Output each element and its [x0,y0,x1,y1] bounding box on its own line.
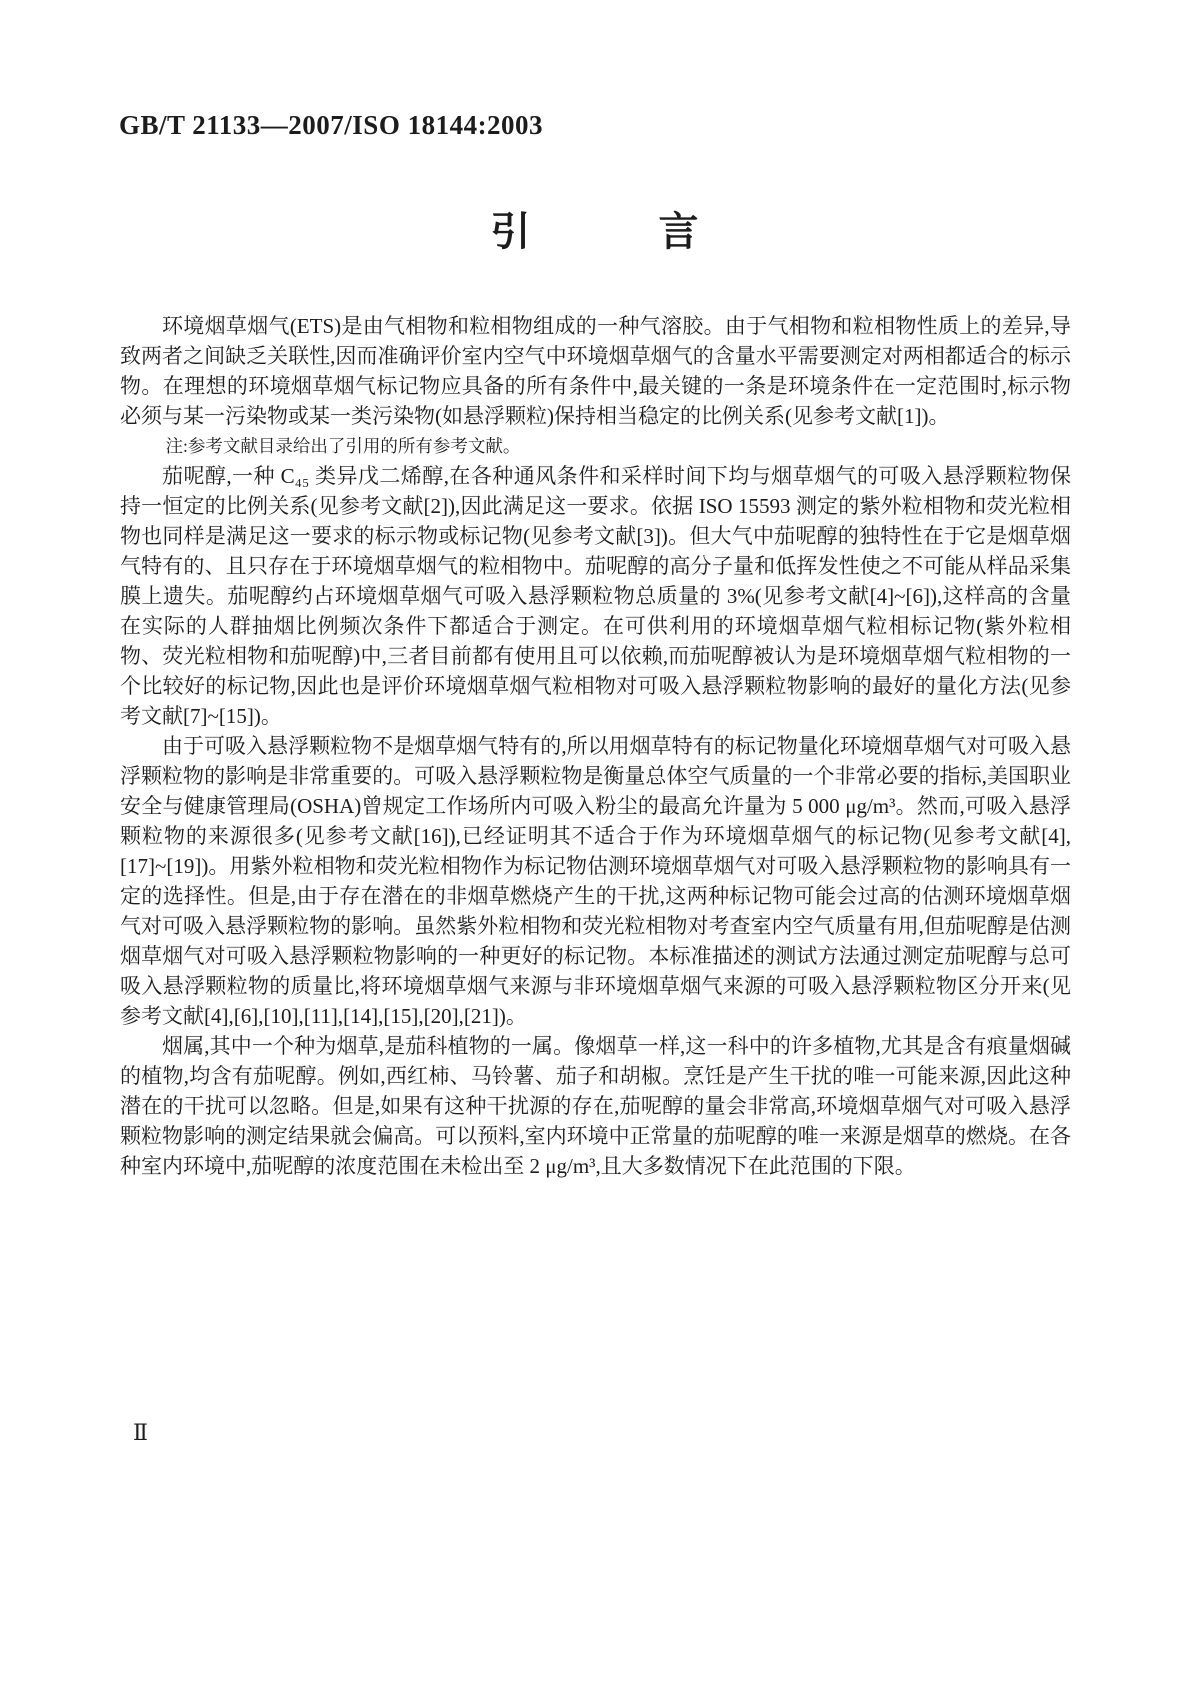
intro-paragraph-3: 由于可吸入悬浮颗粒物不是烟草烟气特有的,所以用烟草特有的标记物量化环境烟草烟气对可吸入悬浮颗粒物的影响是非常重要的。可吸入悬浮颗粒物是衡量总体空气质量的一个非常必要的指标,美国职业安全与健康管理局(OSHA)曾规定工作场所内可吸入粉尘的最高允许量为 5 000 μg/m³。然而,可吸入悬浮颗粒物的来源很多(见参考文献[16]),已经证明其不适合于作为环境烟草烟气的标记物(见参考文献[4],[17]~[19])。用紫外粒相物和荧光粒相物作为标记物估测环境烟草烟气对可吸入悬浮颗粒物的影响具有一定的选择性。但是,由于存在潜在的非烟草燃烧产生的干扰,这两种标记物可能会过高的估测环境烟草烟气对可吸入悬浮颗粒物的影响。虽然紫外粒相物和荧光粒相物对考查室内空气质量有用,但茄呢醇是估测烟草烟气对可吸入悬浮颗粒物影响的一种更好的标记物。本标准描述的测试方法通过测定茄呢醇与总可吸入悬浮颗粒物的质量比,将环境烟草烟气来源与非环境烟草烟气来源的可吸入悬浮颗粒物区分开来(见参考文献[4],[6],[10],[11],[14],[15],[20],[21])。 [120,734,1071,1028]
intro-paragraph-4: 烟属,其中一个种为烟草,是茄科植物的一属。像烟草一样,这一科中的许多植物,尤其是含有痕量烟碱的植物,均含有茄呢醇。例如,西红柿、马铃薯、茄子和胡椒。烹饪是产生干扰的唯一可能来源,因此这种潜在的干扰可以忽略。但是,如果有这种干扰源的存在,茄呢醇的量会非常高,环境烟草烟气对可吸入悬浮颗粒物影响的测定结果就会偏高。可以预料,室内环境中正常量的茄呢醇的唯一来源是烟草的燃烧。在各种室内环境中,茄呢醇的浓度范围在未检出至 2 μg/m³,且大多数情况下在此范围的下限。 [120,1034,1071,1178]
document-body [120,311,1071,1181]
intro-paragraph-1: 环境烟草烟气(ETS)是由气相物和粒相物组成的一种气溶胶。由于气相物和粒相物性质上的差异,导致两者之间缺乏关联性,因而准确评价室内空气中环境烟草烟气的含量水平需要测定对两相都适合的标示物。在理想的环境烟草烟气标记物应具备的所有条件中,最关键的一条是环境条件在一定范围时,标示物必须与某一污染物或某一类污染物(如悬浮颗粒)保持相当稳定的比例关系(见参考文献[1])。 [120,314,1071,428]
reference-note: 注:参考文献目录给出了引用的所有参考文献。 [165,436,521,456]
intro-paragraph-2: 茄呢醇,一种 C₄₅ 类异戊二烯醇,在各种通风条件和采样时间下均与烟草烟气的可吸入悬浮颗粒物保持一恒定的比例关系(见参考文献[2]),因此满足这一要求。依据 ISO 15593 测定的紫外粒相物和荧光粒相物也同样是满足这一要求的标示物或标记物(见参考文献[3])。但大气中茄呢醇的独特性在于它是烟草烟气特有的、且只存在于环境烟草烟气的粒相物中。茄呢醇的高分子量和低挥发性使之不可能从样品采集膜上遗失。茄呢醇约占环境烟草烟气可吸入悬浮颗粒物总质量的 3%(见参考文献[4]~[6]),这样高的含量在实际的人群抽烟比例频次条件下都适合于测定。在可供利用的环境烟草烟气粒相标记物(紫外粒相物、荧光粒相物和茄呢醇)中,三者目前都有使用且可以依赖,而茄呢醇被认为是环境烟草烟气粒相物的一个比较好的标记物,因此也是评价环境烟草烟气粒相物对可吸入悬浮颗粒物影响的最好的量化方法(见参考文献[7]~[15])。 [120,464,1071,728]
page-number: Ⅱ [133,1420,148,1445]
standard-number: GB/T 21133—2007/ISO 18144:2003 [119,110,544,140]
page-title: 引 言 [490,210,701,254]
